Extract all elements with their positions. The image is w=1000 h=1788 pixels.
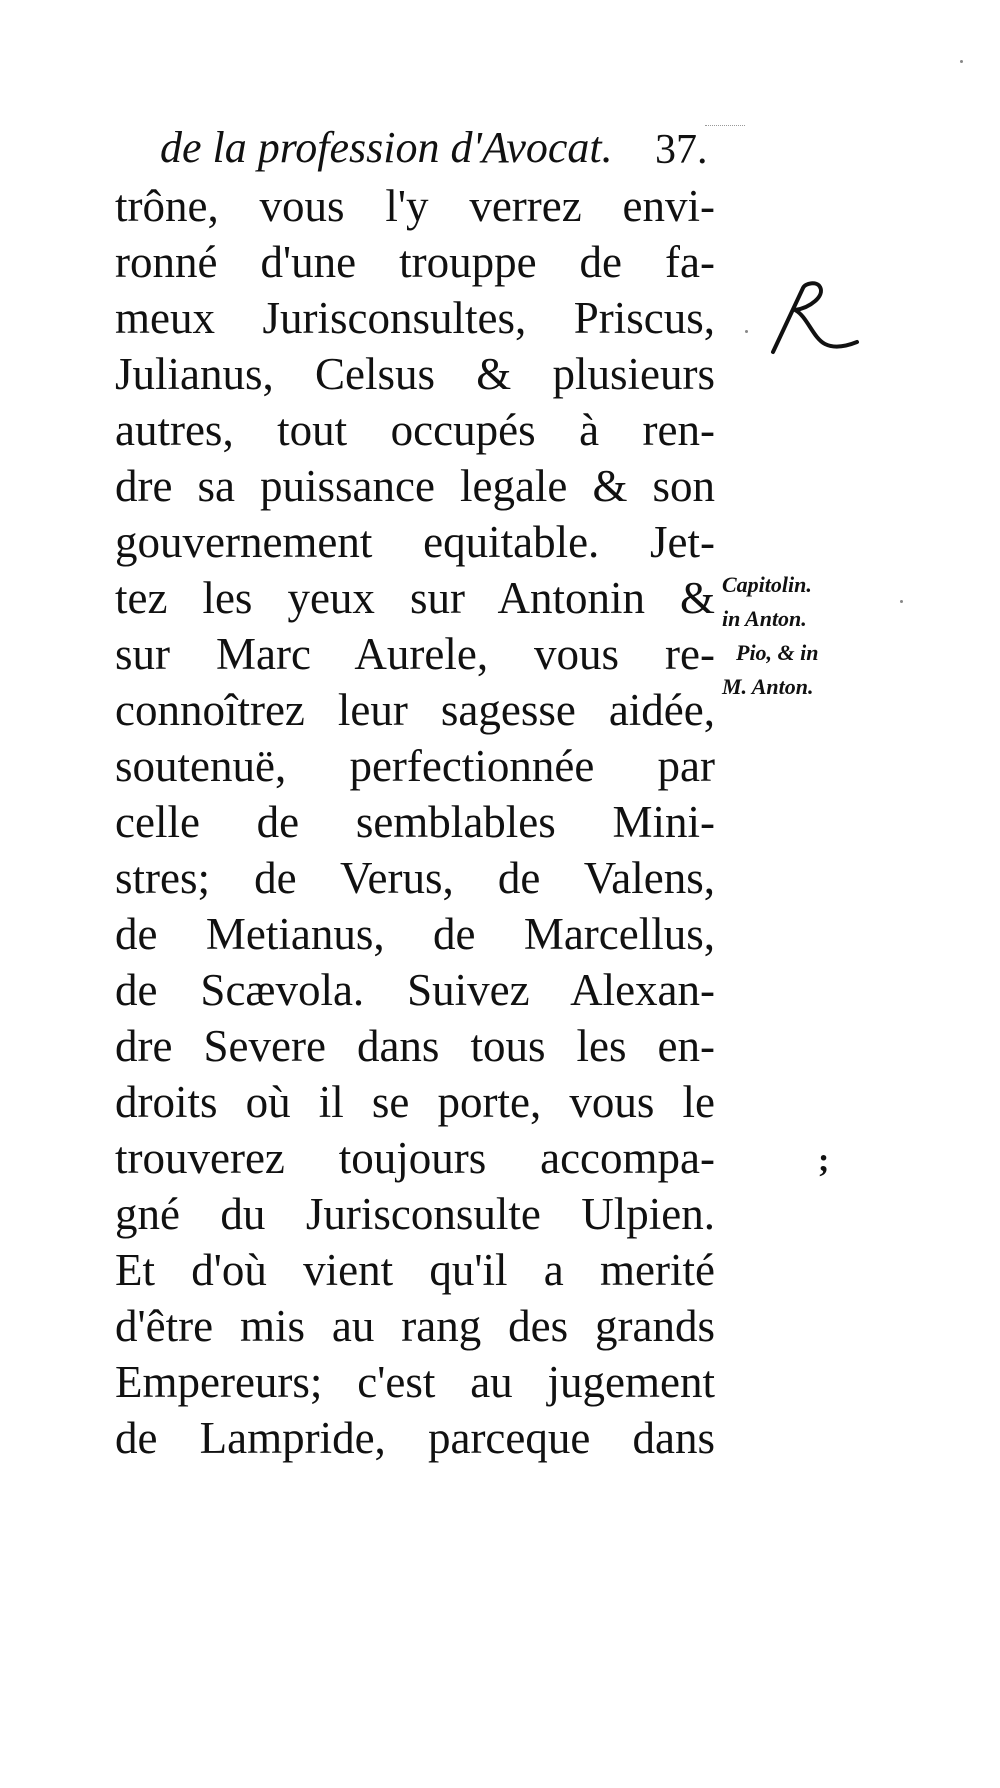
running-title: de la profession d'Avocat. — [160, 123, 613, 172]
text-line: dre sa puissance legale & son — [115, 461, 715, 511]
paper-speck — [745, 330, 748, 333]
margin-citation-line: in Anton. — [722, 606, 807, 631]
page-number: 37. — [655, 127, 708, 173]
text-line: d'être mis au rang des grands — [115, 1301, 715, 1351]
text-line: soutenuë, perfectionnée par — [115, 741, 715, 791]
paper-speck — [900, 600, 903, 603]
text-line: de Metianus, de Marcellus, — [115, 909, 715, 959]
text-line: gné du Jurisconsulte Ulpien. — [115, 1189, 715, 1239]
text-line: dre Severe dans tous les en- — [115, 1021, 715, 1071]
text-line: connoîtrez leur sagesse aidée, — [115, 685, 715, 735]
folio-dotted-rule — [705, 125, 745, 126]
text-line: celle de semblables Mini- — [115, 797, 715, 847]
text-line: autres, tout occupés à ren- — [115, 405, 715, 455]
handwritten-r-mark-icon — [765, 278, 860, 358]
annotation-semicolon: ; — [818, 1142, 830, 1179]
body-text — [115, 178, 715, 1466]
text-line: Empereurs; c'est au jugement — [115, 1357, 715, 1407]
margin-citation — [722, 568, 872, 704]
text-line: meux Jurisconsultes, Priscus, — [115, 293, 715, 343]
text-line: stres; de Verus, de Valens, — [115, 853, 715, 903]
text-line: de Lampride, parceque dans — [115, 1413, 715, 1463]
text-line: Et d'où vient qu'il a merité — [115, 1245, 715, 1295]
text-line: trouverez toujours accompa- — [115, 1133, 715, 1183]
margin-citation-line: M. Anton. — [722, 674, 814, 699]
text-line: trône, vous l'y verrez envi- — [115, 181, 715, 231]
margin-citation-line: Capitolin. — [722, 572, 812, 597]
text-line: tez les yeux sur Antonin & — [115, 573, 715, 623]
text-line: de Scævola. Suivez Alexan- — [115, 965, 715, 1015]
text-line: droits où il se porte, vous le — [115, 1077, 715, 1127]
text-line: gouvernement equitable. Jet- — [115, 517, 715, 567]
text-line: Julianus, Celsus & plusieurs — [115, 349, 715, 399]
text-line: sur Marc Aurele, vous re- — [115, 629, 715, 679]
margin-citation-line: Pio, & in — [736, 640, 819, 665]
paper-speck — [960, 60, 963, 63]
text-line: ronné d'une trouppe de fa- — [115, 237, 715, 287]
